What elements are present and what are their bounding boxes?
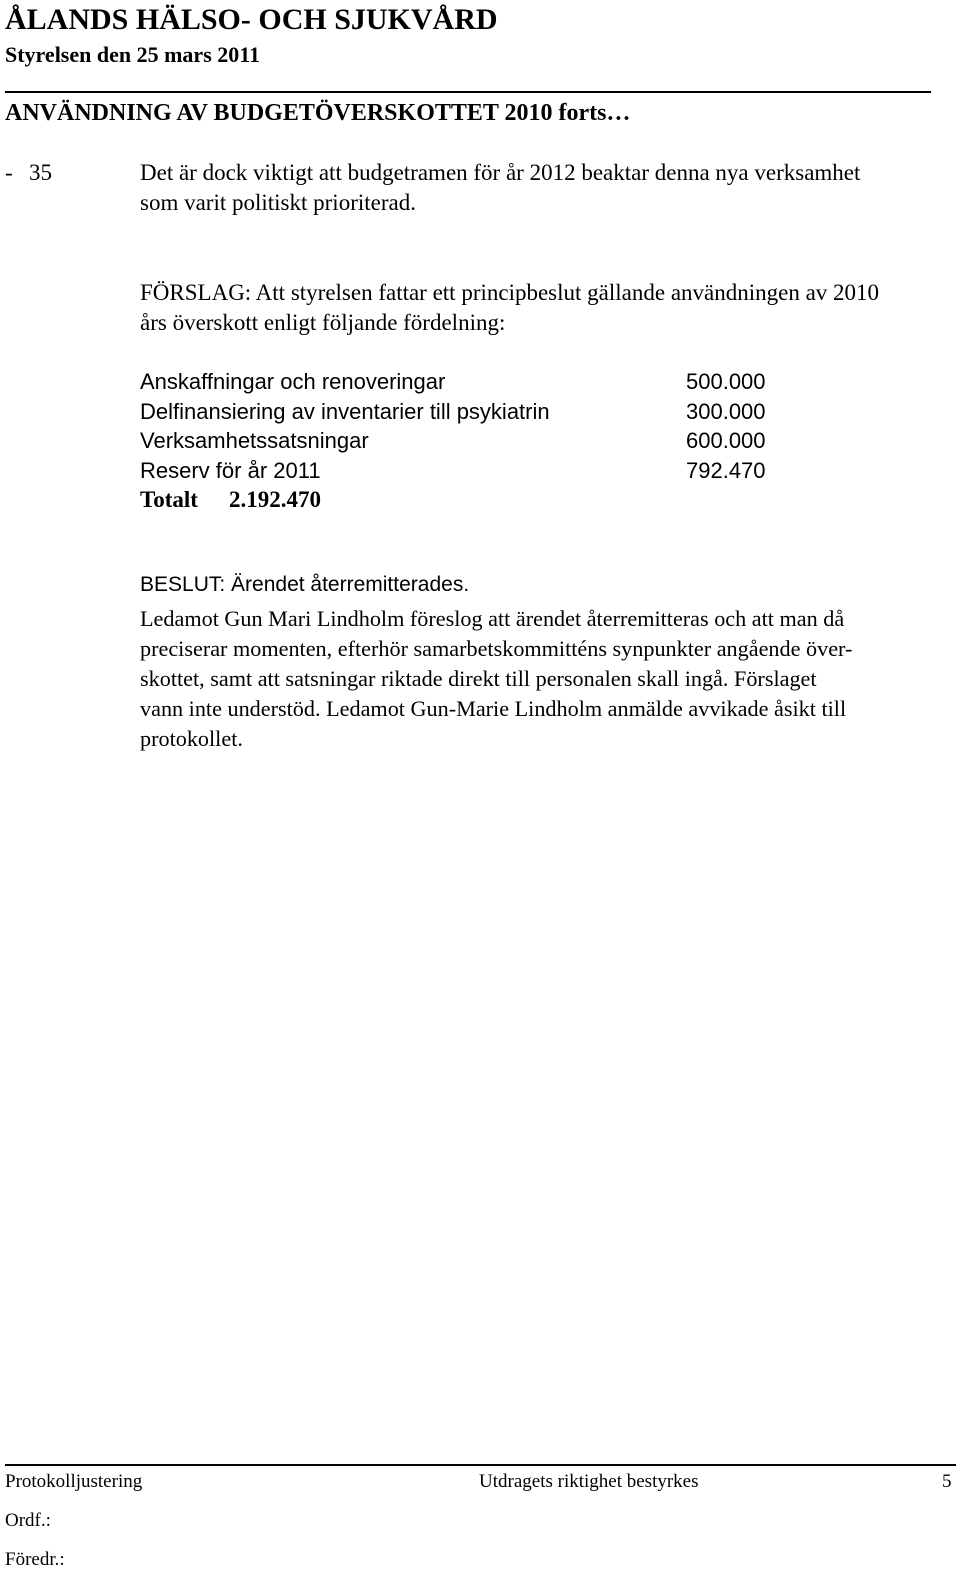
total-amount: 2.192.470 bbox=[229, 487, 321, 512]
section-title: ANVÄNDNING AV BUDGETÖVERSKOTTET 2010 forts… bbox=[5, 100, 631, 126]
header-divider bbox=[5, 91, 931, 93]
total-row bbox=[140, 485, 321, 515]
footer-certification: Utdragets riktighet bestyrkes bbox=[479, 1471, 699, 1492]
total-label: Totalt bbox=[140, 487, 198, 512]
decision-heading: BESLUT: Ärendet återremitterades. bbox=[140, 573, 470, 596]
footer-chair-label: Ordf.: bbox=[5, 1510, 51, 1531]
proposal-line: års överskott enligt följande fördelning: bbox=[140, 310, 506, 335]
allocation-amount: 500.000 bbox=[686, 369, 766, 394]
decision-line: preciserar momenten, efterhör samarbetskommitténs synpunkter angående över- bbox=[140, 636, 853, 661]
organization-title: ÅLANDS HÄLSO- OCH SJUKVÅRD bbox=[5, 3, 498, 36]
item-paragraph-line: Det är dock viktigt att budgetramen för år 2012 beaktar denna nya verksamhet bbox=[140, 160, 861, 185]
decision-line: Ledamot Gun Mari Lindholm föreslog att ärendet återremitteras och att man då bbox=[140, 606, 845, 631]
allocation-label: Delfinansiering av inventarier till psykiatrin bbox=[140, 398, 550, 424]
allocation-row bbox=[140, 397, 780, 427]
allocation-row bbox=[140, 456, 780, 486]
decision-line: protokollet. bbox=[140, 726, 243, 751]
allocation-label: Anskaffningar och renoveringar bbox=[140, 369, 446, 394]
proposal-paragraph bbox=[140, 278, 940, 338]
meeting-date: Styrelsen den 25 mars 2011 bbox=[5, 42, 261, 67]
footer-presenter-label: Föredr.: bbox=[5, 1549, 65, 1570]
decision-line: vann inte understöd. Ledamot Gun-Marie Lindholm anmälde avvikade åsikt till bbox=[140, 696, 847, 721]
allocation-list bbox=[140, 367, 780, 485]
allocation-label: Verksamhetssatsningar bbox=[140, 428, 369, 454]
item-paragraph-line: som varit politiskt prioriterad. bbox=[140, 190, 416, 215]
allocation-amount: 792.470 bbox=[686, 457, 766, 483]
item-dash: - bbox=[5, 160, 13, 185]
decision-paragraph bbox=[140, 604, 950, 754]
footer-divider bbox=[5, 1464, 956, 1466]
page-number: 5 bbox=[942, 1471, 952, 1492]
item-paragraph bbox=[140, 158, 940, 218]
footer-minutes-check: Protokolljustering bbox=[5, 1471, 143, 1492]
allocation-label: Reserv för år 2011 bbox=[140, 457, 321, 483]
allocation-amount: 300.000 bbox=[686, 398, 766, 424]
allocation-row bbox=[140, 367, 780, 397]
item-number: 35 bbox=[29, 160, 52, 185]
decision-line: skottet, samt att satsningar riktade direkt till personalen skall ingå. Förslaget bbox=[140, 666, 817, 691]
allocation-row bbox=[140, 426, 780, 456]
proposal-line: FÖRSLAG: Att styrelsen fattar ett principbeslut gällande användningen av 2010 bbox=[140, 280, 880, 305]
allocation-amount: 600.000 bbox=[686, 428, 766, 454]
